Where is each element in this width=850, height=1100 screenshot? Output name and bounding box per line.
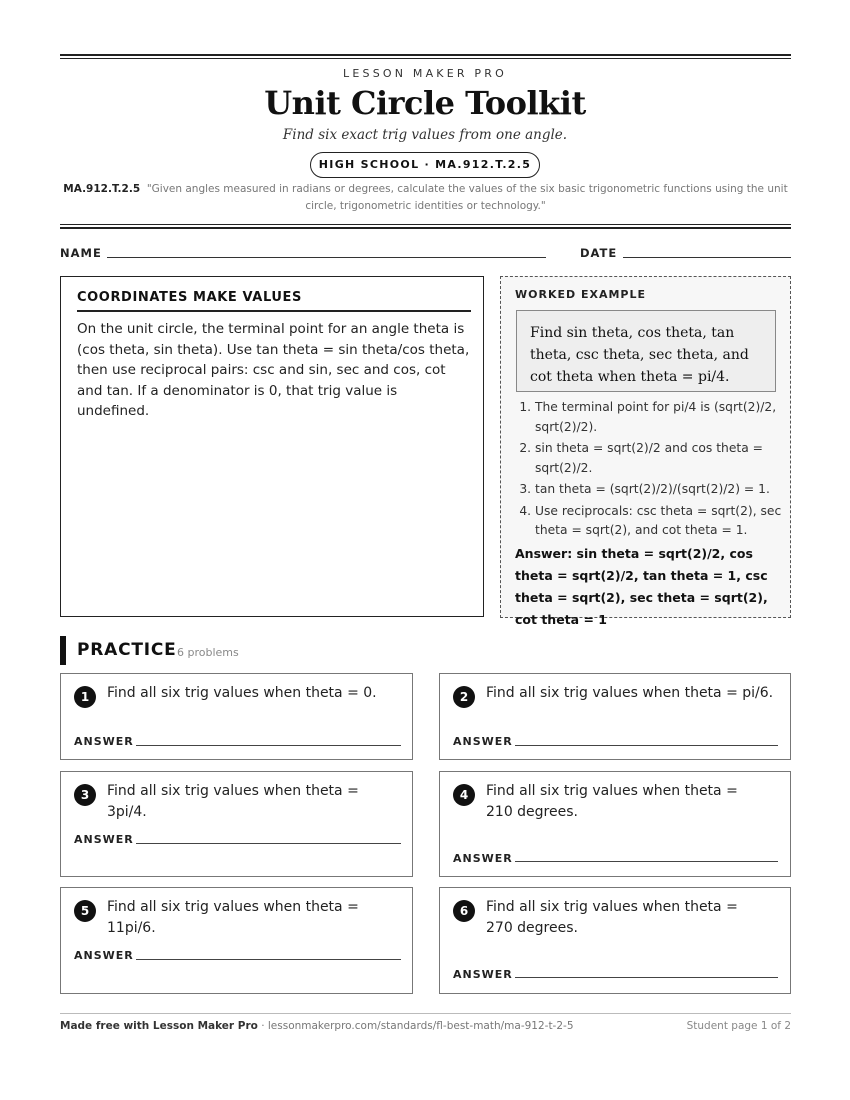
answer-label: ANSWER — [74, 833, 134, 846]
page-subtitle: Find six exact trig values from one angle. — [282, 127, 568, 143]
top-rule-thin — [60, 58, 791, 59]
worked-example-step: 1. The terminal point for pi/4 is (sqrt(2)/2, sqrt(2)/2). — [535, 398, 800, 437]
problem-number-badge: 4 — [453, 784, 475, 806]
standard-code: MA.912.T.2.5 — [63, 183, 141, 195]
date-label: DATE — [580, 246, 618, 260]
page-title: Unit Circle Toolkit — [264, 84, 586, 122]
header-bottom-rule-thick — [60, 227, 791, 229]
answer-field[interactable] — [515, 861, 778, 862]
concept-heading: COORDINATES MAKE VALUES — [77, 290, 471, 312]
date-field[interactable] — [623, 257, 791, 258]
problem-text: Find all six trig values when theta = 0. — [107, 685, 377, 701]
concept-body: On the unit circle, the terminal point for an angle theta is (cos theta, sin theta). Use tan theta = sin theta/cos theta, then use reciprocal pairs: csc and sin, sec and cos, cot and tan. If a denominator is 0, that trig value is undefined. — [77, 321, 470, 419]
footer-credit — [60, 1020, 574, 1032]
worked-example-steps — [515, 398, 800, 543]
problem-number-badge: 2 — [453, 686, 475, 708]
header-bottom-rule-thin — [60, 224, 791, 225]
problem-text: Find all six trig values when theta = 11pi/6. — [107, 899, 359, 936]
standard-text: "Given angles measured in radians or degrees, calculate the values of the six basic trigonometric functions using the unit circle, trigonometric identities or technology." — [146, 183, 788, 212]
problem-text: Find all six trig values when theta = 3pi/4. — [107, 783, 359, 820]
problem-card-2 — [439, 673, 791, 760]
footer-made-with: Made free with Lesson Maker Pro — [60, 1020, 258, 1032]
practice-heading: PRACTICE — [77, 640, 177, 660]
answer-field[interactable] — [136, 843, 401, 844]
top-rule-thick — [60, 54, 791, 56]
footer-rule — [60, 1013, 791, 1014]
name-label: NAME — [60, 246, 102, 260]
problem-card-6 — [439, 887, 791, 994]
worked-example-box — [500, 276, 791, 627]
grade-standard-badge: HIGH SCHOOL · MA.912.T.2.5 — [310, 152, 540, 178]
worked-example-step: 2. sin theta = sqrt(2)/2 and cos theta = sqrt(2)/2. — [535, 439, 800, 478]
answer-label: ANSWER — [453, 968, 513, 981]
practice-count: 6 problems — [177, 646, 239, 659]
brand-name: LESSON MAKER PRO — [343, 67, 507, 80]
problem-card-5 — [60, 887, 413, 994]
answer-label: ANSWER — [74, 949, 134, 962]
problem-card-3 — [60, 771, 413, 877]
problem-text: Find all six trig values when theta = 270 degrees. — [486, 899, 738, 936]
worked-example-step: 3. tan theta = (sqrt(2)/2)/(sqrt(2)/2) = 1. — [535, 480, 800, 500]
worked-example-step: 4. Use reciprocals: csc theta = sqrt(2), sec theta = sqrt(2), and cot theta = 1. — [535, 502, 800, 541]
answer-field[interactable] — [136, 959, 401, 960]
problem-number-badge: 1 — [74, 686, 96, 708]
standard-description — [60, 181, 791, 215]
answer-field[interactable] — [515, 977, 778, 978]
answer-label: ANSWER — [453, 852, 513, 865]
problem-number-badge: 6 — [453, 900, 475, 922]
concept-box — [60, 276, 484, 617]
problem-number-badge: 5 — [74, 900, 96, 922]
problem-number-badge: 3 — [74, 784, 96, 806]
problem-text: Find all six trig values when theta = pi/6. — [486, 685, 774, 701]
problem-card-1 — [60, 673, 413, 760]
worked-example-label: WORKED EXAMPLE — [515, 288, 646, 301]
answer-field[interactable] — [136, 745, 401, 746]
problem-text: Find all six trig values when theta = 210 degrees. — [486, 783, 738, 820]
answer-field[interactable] — [515, 745, 778, 746]
name-field[interactable] — [107, 257, 546, 258]
footer-page-number: Student page 1 of 2 — [686, 1020, 791, 1032]
footer-url[interactable]: · lessonmakerpro.com/standards/fl-best-math/ma-912-t-2-5 — [257, 1020, 574, 1032]
answer-label: ANSWER — [453, 735, 513, 748]
practice-accent-bar — [60, 636, 66, 665]
problem-card-4 — [439, 771, 791, 877]
answer-label: ANSWER — [74, 735, 134, 748]
worked-example-problem: Find sin theta, cos theta, tan theta, csc theta, sec theta, and cot theta when theta = pi/4. — [516, 310, 776, 392]
worked-example-answer: Answer: sin theta = sqrt(2)/2, cos theta = sqrt(2)/2, tan theta = 1, csc theta = sqrt(2), sec theta = sqrt(2), cot theta = 1 — [515, 546, 768, 627]
